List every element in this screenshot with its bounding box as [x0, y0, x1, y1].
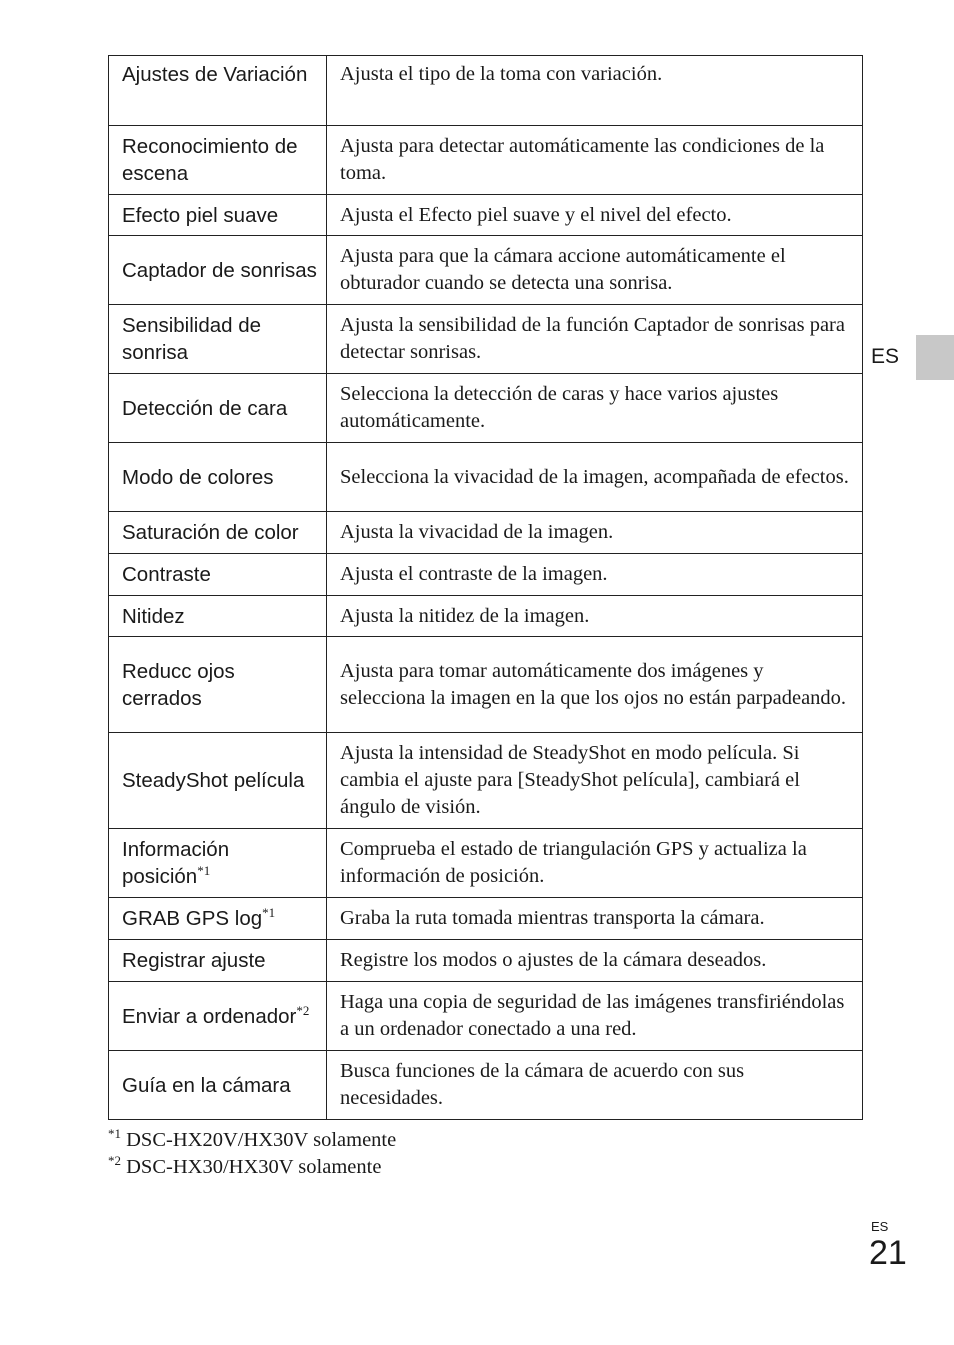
setting-description: Haga una copia de seguridad de las imágenes transfiriéndolas a un ordenador conectado a una red. — [327, 982, 863, 1051]
setting-description: Ajusta el tipo de la toma con variación. — [327, 56, 863, 126]
setting-name: Ajustes de Variación — [109, 56, 327, 126]
setting-name: Reconocimiento de escena — [109, 126, 327, 195]
setting-name: SteadyShot película — [109, 733, 327, 829]
setting-name: Modo de colores — [109, 443, 327, 512]
setting-description: Comprueba el estado de triangulación GPS y actualiza la información de posición. — [327, 829, 863, 898]
settings-table — [108, 55, 863, 1120]
setting-description: Ajusta la sensibilidad de la función Captador de sonrisas para detectar sonrisas. — [327, 305, 863, 374]
setting-name: Contraste — [109, 554, 327, 596]
table-row — [109, 733, 863, 829]
setting-description: Busca funciones de la cámara de acuerdo con sus necesidades. — [327, 1051, 863, 1120]
setting-description: Ajusta la nitidez de la imagen. — [327, 596, 863, 637]
table-row — [109, 596, 863, 637]
table-row — [109, 940, 863, 982]
setting-name: Captador de sonrisas — [109, 236, 327, 305]
setting-description: Ajusta el contraste de la imagen. — [327, 554, 863, 596]
setting-name: Reducc ojos cerrados — [109, 637, 327, 733]
setting-description: Graba la ruta tomada mientras transporta la cámara. — [327, 898, 863, 940]
table-row — [109, 126, 863, 195]
footnote-marker: *1 — [197, 863, 211, 879]
footnote-marker: *2 — [296, 1002, 310, 1018]
footnote-text: DSC-HX20V/HX30V solamente — [121, 1129, 397, 1151]
table-row — [109, 982, 863, 1051]
setting-name: Información posición$^{*1}$ — [109, 829, 327, 898]
table-row — [109, 195, 863, 236]
footnote — [108, 1127, 396, 1154]
setting-description: Ajusta para que la cámara accione automáticamente el obturador cuando se detecta una sonrisa. — [327, 236, 863, 305]
table-row — [109, 637, 863, 733]
footnote-marker: *1 — [262, 905, 276, 921]
setting-name: Nitidez — [109, 596, 327, 637]
setting-name: Enviar a ordenador$^{*2}$ — [109, 982, 327, 1051]
setting-name: Sensibilidad de sonrisa — [109, 305, 327, 374]
table-row — [109, 554, 863, 596]
page-language-code: ES — [871, 1219, 889, 1234]
footnote-mark: *1 — [108, 1126, 121, 1142]
table-row — [109, 1051, 863, 1120]
table-row — [109, 512, 863, 554]
setting-description: Ajusta la vivacidad de la imagen. — [327, 512, 863, 554]
setting-name: Saturación de color — [109, 512, 327, 554]
setting-name: Efecto piel suave — [109, 195, 327, 236]
setting-description: Ajusta el Efecto piel suave y el nivel del efecto. — [327, 195, 863, 236]
setting-name: Registrar ajuste — [109, 940, 327, 982]
setting-description: Ajusta la intensidad de SteadyShot en modo película. Si cambia el ajuste para [SteadyShot película], cambiará el ángulo de visión. — [327, 733, 863, 829]
table-row — [109, 443, 863, 512]
table-row — [109, 305, 863, 374]
table-row — [109, 898, 863, 940]
setting-name: Detección de cara — [109, 374, 327, 443]
setting-name: Guía en la cámara — [109, 1051, 327, 1120]
page-number: 21 — [869, 1234, 907, 1272]
footnotes — [108, 1127, 396, 1181]
footnote-mark: *2 — [108, 1153, 121, 1169]
table-row — [109, 829, 863, 898]
setting-description: Ajusta para tomar automáticamente dos imágenes y selecciona la imagen en la que los ojos no están parpadeando. — [327, 637, 863, 733]
language-tab — [916, 335, 954, 380]
table-row — [109, 236, 863, 305]
footnote — [108, 1154, 396, 1181]
setting-description: Ajusta para detectar automáticamente las condiciones de la toma. — [327, 126, 863, 195]
table-row — [109, 374, 863, 443]
setting-description: Registre los modos o ajustes de la cámara deseados. — [327, 940, 863, 982]
setting-description: Selecciona la detección de caras y hace varios ajustes automáticamente. — [327, 374, 863, 443]
setting-description: Selecciona la vivacidad de la imagen, acompañada de efectos. — [327, 443, 863, 512]
footnote-text: DSC-HX30/HX30V solamente — [121, 1156, 382, 1178]
table-row — [109, 56, 863, 126]
setting-name: GRAB GPS $\log^{*1}$ — [109, 898, 327, 940]
language-label: ES — [871, 345, 900, 368]
